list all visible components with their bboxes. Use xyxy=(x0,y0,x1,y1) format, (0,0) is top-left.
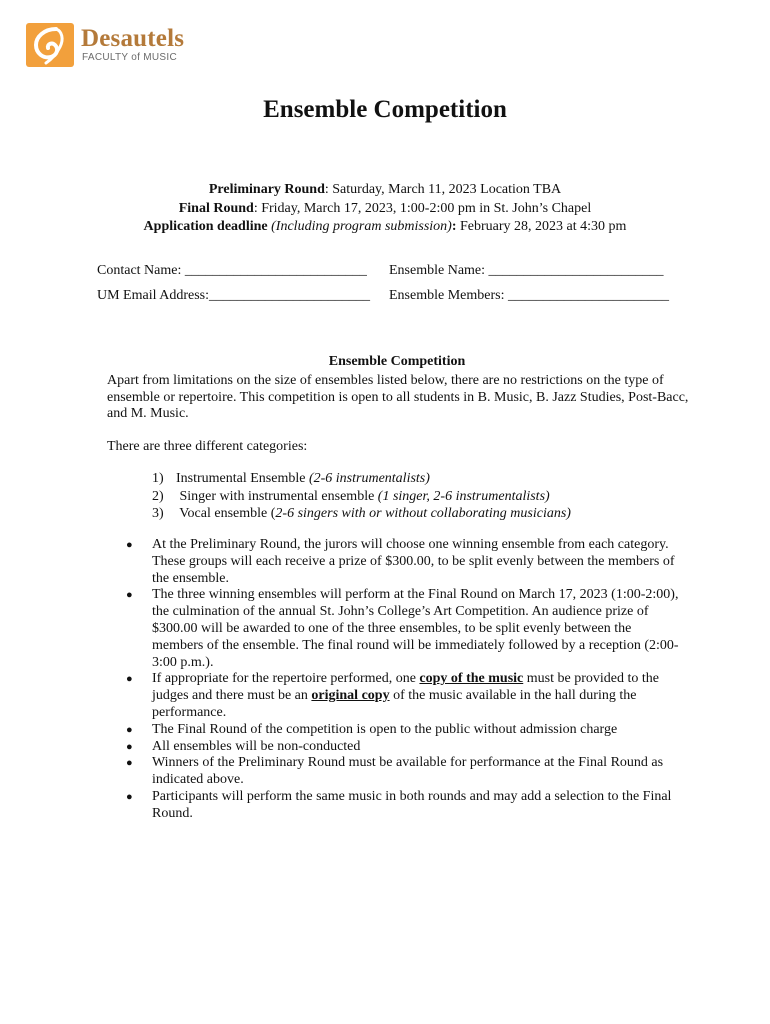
category-number: 3) xyxy=(152,506,164,521)
category-number: 2) xyxy=(152,488,164,504)
category-item xyxy=(152,505,571,523)
rule-text: The three winning ensembles will perform at the Final Round on March 17, 2023 (1:00-2:00), the culmination of the annual St. John’s College’s Art Competition. An audience prize of $300.00 will be awarded to one of the three ensembles, to be split evenly between the members of the ensemble. The final round will be immediately followed by a reception (2:00-3:00 p.m.). xyxy=(152,587,679,670)
contact-name-field[interactable]: Contact Name: __________________________ xyxy=(97,263,367,278)
bullet-icon: ● xyxy=(126,589,133,602)
rule-item xyxy=(126,671,686,721)
category-name: Singer with instrumental ensemble xyxy=(176,488,378,504)
bullet-icon: ● xyxy=(126,539,133,551)
bullet-icon: ● xyxy=(126,790,133,803)
section-heading: Ensemble Competition xyxy=(328,354,466,369)
category-note: (2-6 instrumentalists) xyxy=(308,471,430,486)
rule-text-part: If appropriate for the repertoire performed, one xyxy=(152,671,420,687)
rule-text: All ensembles will be non-conducted xyxy=(152,738,361,754)
preliminary-round-label: Preliminary Round xyxy=(208,182,325,197)
bullet-icon: ● xyxy=(126,757,133,770)
rule-item xyxy=(126,722,686,739)
ensemble-members-field[interactable]: Ensemble Members: _______________________ xyxy=(389,288,669,303)
page-title: Ensemble Competition xyxy=(263,96,507,123)
rule-text: Participants will perform the same music in both rounds and may add a selection to the Final Round. xyxy=(152,788,672,821)
preliminary-round-text: : Saturday, March 11, 2023 Location TBA xyxy=(324,182,562,197)
category-number: 1) xyxy=(152,471,164,486)
category-item xyxy=(152,488,571,506)
faculty-logo xyxy=(26,23,196,69)
category-note: (1 singer, 2-6 instrumentalists) xyxy=(377,488,550,504)
intro-paragraph: Apart from limitations on the size of ensembles listed below, there are no restrictions on the type of ensemble or repertoire. This competition is open to all students in B. Music, B. Jazz Studies, Post-Bacc, and M. Music. xyxy=(107,373,689,421)
categories-intro: There are three different categories: xyxy=(107,439,308,454)
ensemble-name-field[interactable]: Ensemble Name: _________________________ xyxy=(389,263,664,278)
rule-text: At the Preliminary Round, the jurors will choose one winning ensemble from each category. These groups will each receive a prize of $300.00, to be split evenly between the members of the ensemble. xyxy=(152,537,675,586)
rule-item xyxy=(126,537,686,587)
logo-name: Desautels xyxy=(81,25,185,52)
logo-subtitle: FACULTY of MUSIC xyxy=(82,52,178,63)
rule-item xyxy=(126,755,686,789)
bullet-icon: ● xyxy=(126,723,133,736)
rules-list xyxy=(126,537,686,823)
final-round-line xyxy=(0,200,770,219)
final-round-label: Final Round xyxy=(178,200,254,216)
category-note: 2-6 singers with or without collaborating musicians) xyxy=(275,506,571,521)
deadline-text: February 28, 2023 at 4:30 pm xyxy=(456,219,627,234)
dates-block xyxy=(0,181,770,237)
deadline-colon: : xyxy=(451,219,457,234)
category-item xyxy=(152,470,571,488)
final-round-text: : Friday, March 17, 2023, 1:00-2:00 pm in St. John’s Chapel xyxy=(253,200,592,216)
rule-item xyxy=(126,739,686,756)
rule-item xyxy=(126,587,686,671)
deadline-line xyxy=(0,218,770,237)
category-name: Instrumental Ensemble xyxy=(176,471,309,486)
category-name: Vocal ensemble ( xyxy=(176,506,276,521)
deadline-note: (Including program submission) xyxy=(271,219,452,234)
bullet-icon: ● xyxy=(126,673,133,686)
rule-text: Winners of the Preliminary Round must be available for performance at the Final Round as indicated above. xyxy=(152,755,664,788)
bullet-icon: ● xyxy=(126,740,133,753)
rule-item xyxy=(126,789,686,823)
preliminary-round-line xyxy=(0,181,770,200)
rule-text: The Final Round of the competition is open to the public without admission charge xyxy=(152,721,618,737)
music-clef-logo-icon xyxy=(26,23,74,67)
category-list xyxy=(152,470,571,523)
rule-text-part: must be provided to the judges and there must be an xyxy=(152,671,659,704)
copy-of-music-emphasis: copy of the music xyxy=(419,671,524,687)
original-copy-emphasis: original copy xyxy=(311,688,390,704)
email-field[interactable]: UM Email Address:_______________________ xyxy=(97,288,370,303)
deadline-label: Application deadline xyxy=(143,219,268,234)
rule-text-part: of the music available in the hall during the performance. xyxy=(152,688,637,720)
